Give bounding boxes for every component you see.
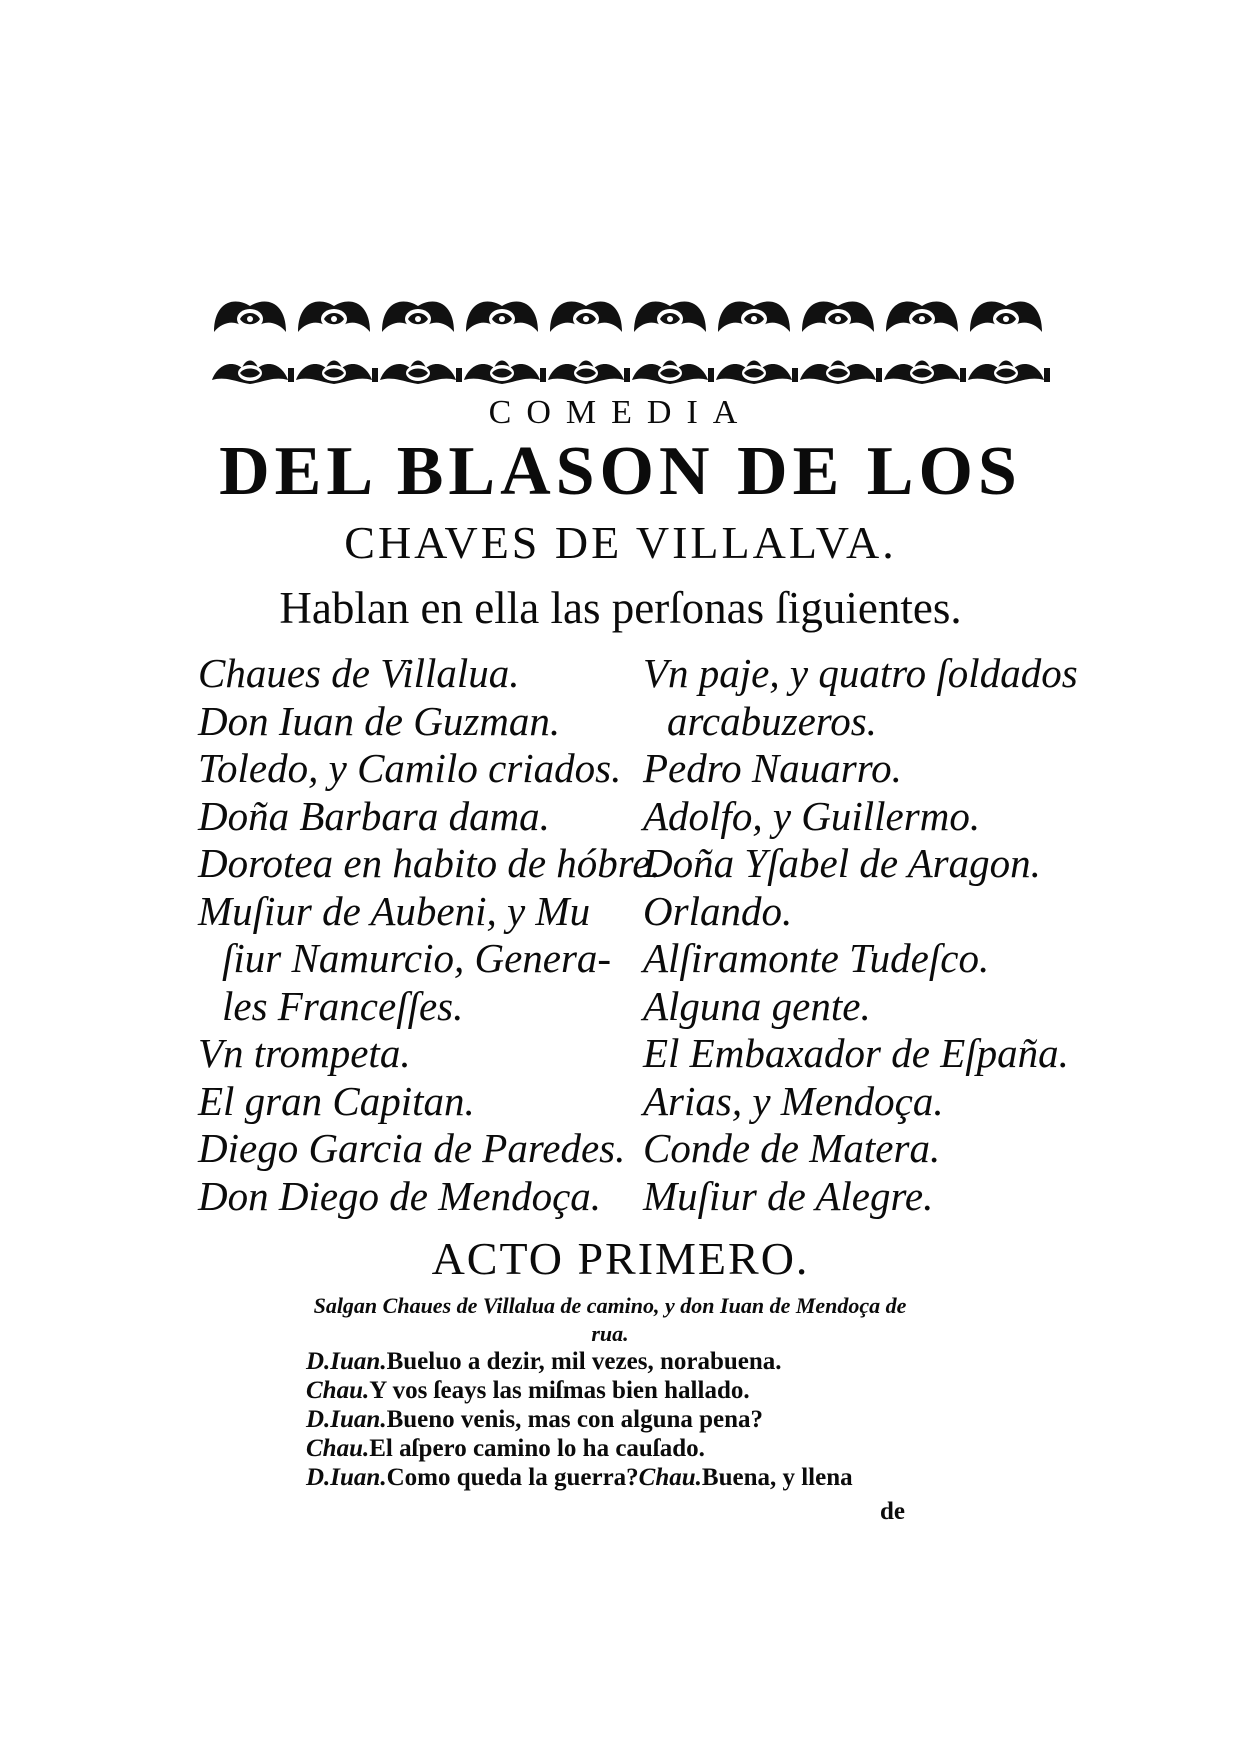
cast-item: arcabuzeros. bbox=[667, 697, 877, 744]
cast-item: Arias, y Mendoça. bbox=[643, 1077, 944, 1124]
cast-item: Chaues de Villalua. bbox=[198, 650, 520, 696]
line-text: Como queda la guerra? bbox=[386, 1464, 639, 1491]
line-text: Buena, y llena bbox=[701, 1464, 853, 1491]
cast-item: Pedro Nauarro. bbox=[643, 745, 902, 791]
cast-item: Alſiramonte Tudeſco. bbox=[643, 935, 990, 981]
cast-list-left bbox=[198, 650, 661, 1220]
cast-item: El gran Capitan. bbox=[198, 1077, 475, 1124]
line-text: El aſpero camino lo ha cauſado. bbox=[369, 1435, 705, 1462]
title-line-1: DEL BLASON DE LOS bbox=[219, 433, 1022, 510]
speaker-name: D.Iuan. bbox=[306, 1406, 387, 1433]
cast-intro: Hablan en ella las perſonas ſiguientes. bbox=[279, 583, 962, 633]
cast-item: ſiur Namurcio, Genera- bbox=[222, 935, 612, 981]
dialogue-line bbox=[306, 1376, 853, 1405]
dialogue-line bbox=[306, 1347, 853, 1376]
cast-list-right bbox=[643, 650, 1078, 1220]
dialogue-line bbox=[306, 1405, 853, 1434]
cast-item: Conde de Matera. bbox=[643, 1125, 941, 1171]
cast-item: Diego Garcia de Paredes. bbox=[198, 1125, 626, 1171]
cast-item: Don Diego de Mendoça. bbox=[198, 1172, 602, 1219]
stage-direction: Salgan Chaues de Villalua de camino, y don Iuan de Mendoça de rua. bbox=[313, 1293, 907, 1346]
dialogue-line bbox=[306, 1434, 853, 1463]
speaker-name: D.Iuan. bbox=[306, 1464, 387, 1491]
speaker-name: Chau. bbox=[638, 1464, 702, 1491]
cast-item: Adolfo, y Guillermo. bbox=[643, 792, 981, 839]
cast-item: les Franceſſes. bbox=[222, 982, 464, 1029]
speaker-name: D.Iuan. bbox=[306, 1348, 387, 1375]
line-text: Bueluo a dezir, mil vezes, norabuena. bbox=[386, 1348, 782, 1375]
cast-item: Vn trompeta. bbox=[198, 1030, 411, 1076]
dialogue-line bbox=[306, 1463, 853, 1492]
cast-item: Doña Yſabel de Aragon. bbox=[643, 840, 1041, 886]
cast-item: El Embaxador de Eſpaña. bbox=[643, 1030, 1069, 1076]
speaker-name: Chau. bbox=[306, 1435, 370, 1462]
title-line-2: CHAVES DE VILLALVA. bbox=[344, 517, 897, 568]
cast-item: Muſiur de Alegre. bbox=[643, 1172, 934, 1219]
speaker-name: Chau. bbox=[306, 1377, 370, 1404]
cast-item: Muſiur de Aubeni, y Mu bbox=[198, 887, 591, 934]
cast-item: Vn paje, y quatro ſoldados bbox=[643, 650, 1078, 696]
ornament-pattern-icon bbox=[208, 292, 1052, 386]
dialogue-block bbox=[306, 1347, 853, 1492]
line-text: Y vos ſeays las miſmas bien hallado. bbox=[369, 1377, 750, 1404]
cast-item: Dorotea en habito de hóbre. bbox=[198, 840, 661, 886]
cast-item: Don Iuan de Guzman. bbox=[198, 697, 561, 744]
cast-item: Alguna gente. bbox=[643, 982, 871, 1029]
cast-item: Orlando. bbox=[643, 887, 793, 934]
act-heading: ACTO PRIMERO. bbox=[431, 1233, 810, 1284]
comedia-label: COMEDIA bbox=[488, 394, 753, 431]
cast-item: Doña Barbara dama. bbox=[198, 792, 550, 839]
ornamental-band bbox=[208, 292, 1052, 386]
catchword: de bbox=[880, 1498, 905, 1525]
cast-item: Toledo, y Camilo criados. bbox=[198, 745, 622, 791]
line-text: Bueno venis, mas con alguna pena? bbox=[386, 1406, 764, 1433]
